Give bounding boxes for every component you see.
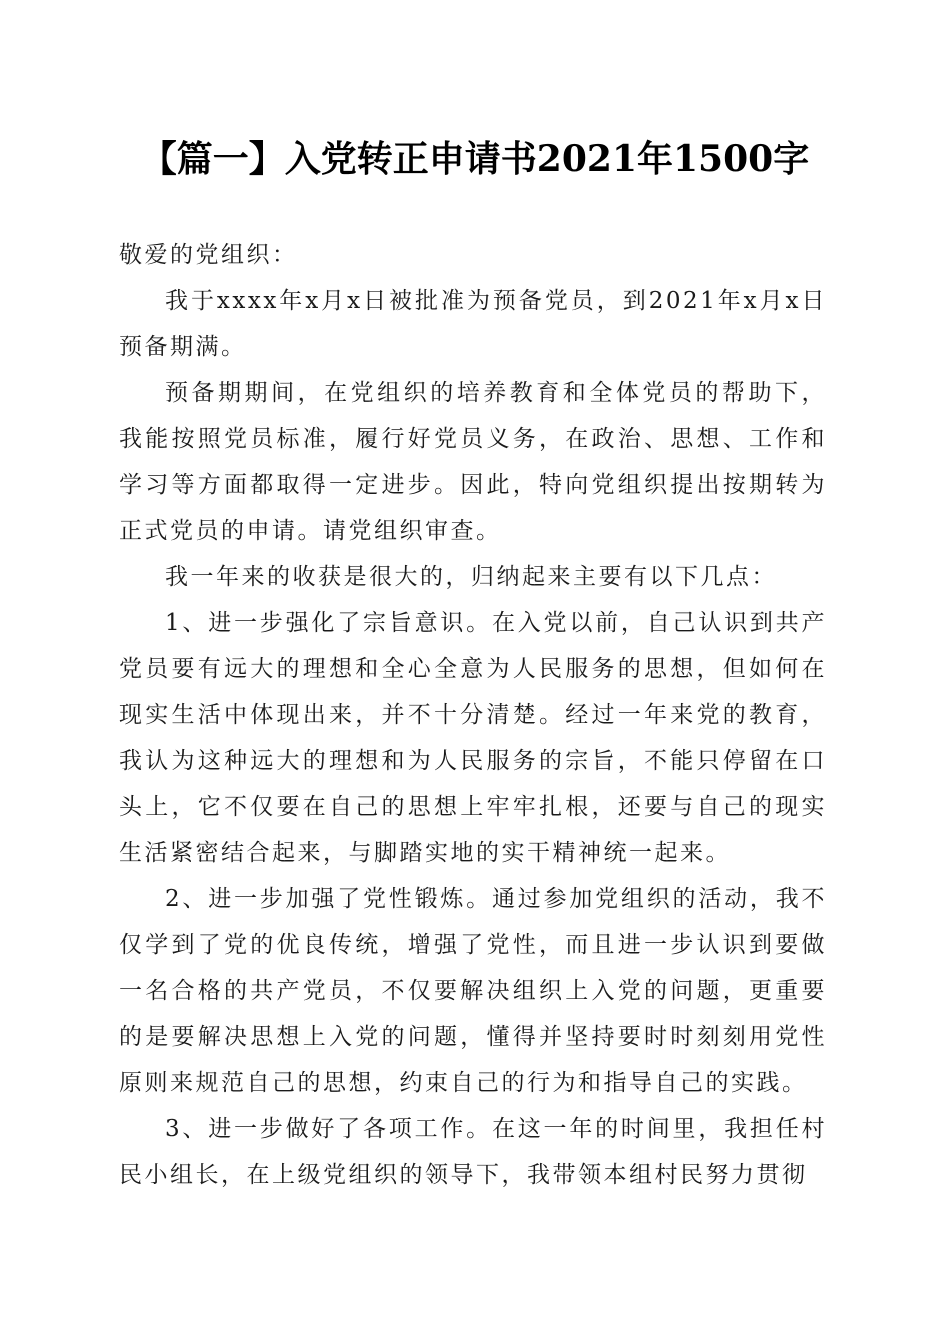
document-title: 【篇一】入党转正申请书2021年1500字 (140, 138, 810, 180)
paragraph: 2、进一步加强了党性锻炼。通过参加党组织的活动，我不仅学到了党的优良传统，增强了党性，而且进一步认识到要做一名合格的共产党员，不仅要解决组织上入党的问题，更重要的是要解决思想上入党的问题，懂得并坚持要时时刻刻用党性原则来规范自己的思想，约束自己的行为和指导自己的实践。 (119, 886, 827, 1096)
paragraph: 预备期期间，在党组织的培养教育和全体党员的帮助下，我能按照党员标准，履行好党员义务，在政治、思想、工作和学习等方面都取得一定进步。因此，特向党组织提出按期转为正式党员的申请。请党组织审查。 (119, 380, 827, 544)
salutation: 敬爱的党组织： (119, 242, 298, 268)
paragraph: 我于xxxx年x月x日被批准为预备党员，到2021年x月x日预备期满。 (119, 288, 827, 360)
document-body (119, 232, 827, 1198)
paragraph: 3、进一步做好了各项工作。在这一年的时间里，我担任村民小组长，在上级党组织的领导下，我带领本组村民努力贯彻 (119, 1116, 827, 1188)
paragraph: 我一年来的收获是很大的，归纳起来主要有以下几点： (165, 564, 777, 590)
paragraph: 1、进一步强化了宗旨意识。在入党以前，自己认识到共产党员要有远大的理想和全心全意为人民服务的思想，但如何在现实生活中体现出来，并不十分清楚。经过一年来党的教育，我认为这种远大的理想和为人民服务的宗旨，不能只停留在口头上，它不仅要在自己的思想上牢牢扎根，还要与自己的现实生活紧密结合起来，与脚踏实地的实干精神统一起来。 (119, 610, 827, 866)
